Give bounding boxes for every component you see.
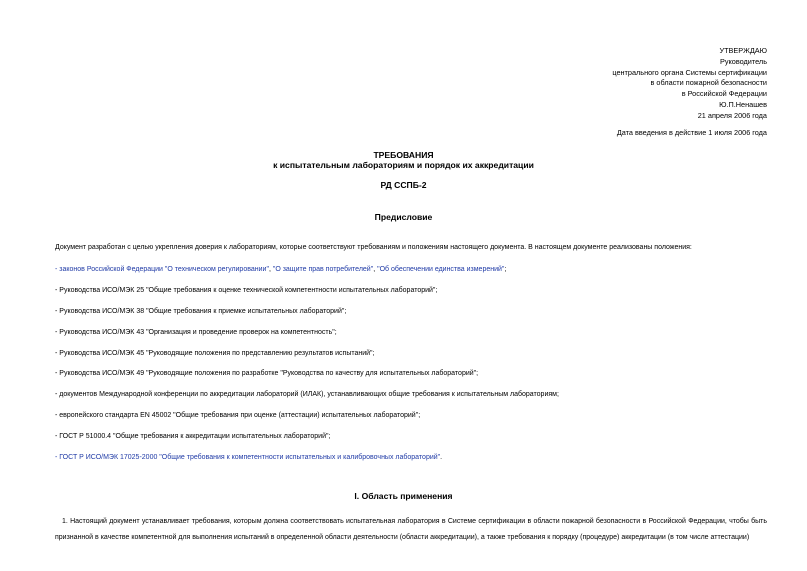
document-title	[0, 150, 807, 170]
separator: ,	[268, 266, 273, 273]
list-item: - Руководства ИСО/МЭК 38 "Общие требования к приемке испытательных лабораторий";	[55, 307, 347, 315]
approval-line: УТВЕРЖДАЮ	[719, 46, 767, 55]
list-item: - ГОСТ Р 51000.4 "Общие требования к аккредитации испытательных лабораторий";	[55, 433, 331, 441]
law-link-consumer-rights[interactable]: "О защите прав потребителей"	[272, 266, 374, 273]
title-line-2: к испытательным лабораториям и порядок их аккредитации	[273, 160, 534, 170]
list-item: - Руководства ИСО/МЭК 43 "Организация и проведение проверок на компетентность";	[55, 328, 337, 336]
approval-line: в Российской Федерации	[681, 89, 767, 99]
section-heading: I. Область применения	[354, 491, 453, 501]
list-item-end: .	[440, 454, 443, 462]
list-item: - европейского стандарта EN 45002 "Общие требования при оценке (аттестации) испытательных лабораторий";	[55, 412, 421, 420]
approval-block	[612, 46, 767, 122]
list-item-prefix: -	[55, 454, 60, 462]
provisions-list	[55, 266, 559, 475]
approval-line: Ю.П.Ненашев	[719, 99, 767, 109]
approval-line: 21 апреля 2006 года	[697, 110, 767, 120]
list-item: - Руководства ИСО/МЭК 49 "Руководящие положения по разработке "Руководства по качеству для испытательных лабораторий";	[55, 370, 479, 378]
title-line-1: ТРЕБОВАНИЯ	[373, 150, 434, 160]
approval-line: центрального органа Системы сертификации	[612, 67, 767, 77]
list-item-end: ;	[504, 266, 507, 273]
effective-date: Дата введения в действие 1 июля 2006 года	[616, 128, 767, 137]
list-item: - документов Международной конференции по аккредитации лабораторий (ИЛАК), устанавливающих общие требования к испытательным лабораториям;	[55, 391, 559, 399]
approval-line: Руководитель	[719, 56, 767, 66]
section-paragraph: 1. Настоящий документ устанавливает требования, которым должна соответствовать испытательная лаборатория в Системе сертификации в области пожарной безопасности в Российской Федерации, чтобы быть признанной в качестве компетентной для выполнения испытаний в определенной области деятельности (области аккредитации), а также требования к порядку (процедуре) аккредитации (в том числе аттестации)	[55, 518, 767, 541]
list-item: - Руководства ИСО/МЭК 25 "Общие требования к оценке технической компетентности испытательных лабораторий";	[55, 286, 438, 294]
separator: ,	[373, 266, 378, 273]
approval-line: в области пожарной безопасности	[650, 78, 767, 88]
preface-heading: Предисловие	[374, 212, 433, 222]
list-item-prefix: - законов Российской Федерации	[55, 266, 165, 273]
preface-paragraph: Документ разработан с целью укрепления доверия к лабораториям, которые соответствуют требованиям и положениям настоящего документа. В настоящем документе реализованы положения:	[55, 244, 692, 251]
list-item: - Руководства ИСО/МЭК 45 "Руководящие положения по представлению результатов испытаний";	[55, 349, 375, 357]
gost-17025-link[interactable]: ГОСТ Р ИСО/МЭК 17025-2000 "Общие требования к компетентности испытательных и калибровочных лабораторий"	[59, 454, 441, 462]
law-link-measurement-uniformity[interactable]: "Об обеспечении единства измерений"	[377, 266, 505, 273]
list-item	[55, 454, 559, 475]
document-code: РД ССПБ-2	[380, 180, 427, 190]
law-link-technical-regulation[interactable]: "О техническом регулировании"	[164, 266, 269, 273]
list-item	[55, 266, 559, 287]
